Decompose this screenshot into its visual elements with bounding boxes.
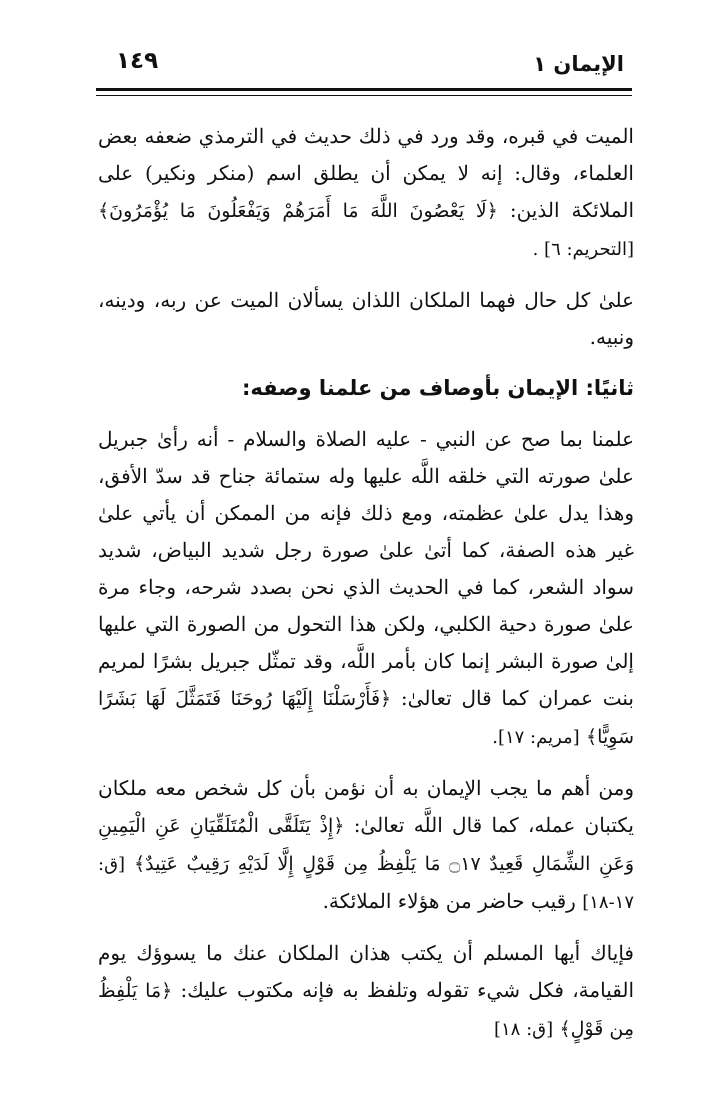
verse-reference: [التحريم: ٦] . [532,239,634,260]
paragraph [98,935,634,1048]
verse-reference: [ق: ١٧-١٨] [98,854,634,913]
quran-verse: ﴿لَا يَعْصُونَ اللَّهَ مَا أَمَرَهُمْ وَيَفْعَلُونَ مَا يُؤْمَرُونَ﴾ [98,200,498,222]
page-header [96,40,632,84]
verse-reference: [مريم: ١٧]. [492,727,580,748]
quran-verse: ﴿إِذْ يَتَلَقَّى الْمُتَلَقِّيَانِ عَنِ الْيَمِينِ وَعَنِ الشِّمَالِ قَعِيدٌ ۝١٧ مَا يَلْفِظُ مِن قَوْلٍ إِلَّا لَدَيْهِ رَقِيبٌ عَتِيدٌ﴾ [98,815,635,875]
paragraph-text: علىٰ كل حال فهما الملكان اللذان يسألان الميت عن ربه، ودينه، ونبيه. [98,288,634,349]
paragraph [98,118,634,268]
header-rule-thin [96,95,632,96]
paragraph-text: الميت في قبره، وقد ورد في ذلك حديث في الترمذي ضعفه بعض العلماء، وقال: إنه لا يمكن أن يطلق اسم (منكر ونكير) على الملائكة الذين: [98,124,634,222]
paragraph-text: رقيب حاضر من هؤلاء الملائكة. [322,889,576,913]
section-heading: ثانيًا: الإيمان بأوصاف من علمنا وصفه: [241,376,634,400]
verse-reference: [ق: ١٨] [493,1019,554,1040]
paragraph [98,282,634,356]
quran-verse: ﴿فَأَرْسَلْنَا إِلَيْهَا رُوحَنَا فَتَمَثَّلَ لَهَا بَشَرًا سَوِيًّا﴾ [98,688,634,748]
header-rule-thick [96,88,632,91]
paragraph-text: ومن أهم ما يجب الإيمان به أن نؤمن بأن كل شخص معه ملكان يكتبان عمله، كما قال اللَّه تعالىٰ: [98,776,634,837]
paragraph-text: فإياك أيها المسلم أن يكتب هذان الملكان عنك ما يسوؤك يوم القيامة، فكل شيء تقوله وتلفظ به فإنه مكتوب عليك: [98,941,634,1002]
paragraph-text: علمنا بما صح عن النبي - عليه الصلاة والسلام - أنه رأىٰ جبريل علىٰ صورته التي خلقه اللَّه عليها وله ستمائة جناح قد سدّ الأفق، وهذا يدل علىٰ عظمته، ومع ذلك فإنه من الممكن أن يأتي علىٰ غير هذه الصفة، كما أتىٰ علىٰ صورة رجل شديد البياض، شديد سواد الشعر، كما في الحديث الذي نحن بصدد شرحه، وجاء مرة علىٰ صورة دحية الكلبي، ولكن هذا التحول من الصورة التي عليها إلىٰ صورة البشر إنما كان بأمر اللَّه، وقد تمثّل جبريل بشرًا لمريم بنت عمران كما قال تعالىٰ: [98,427,634,710]
paragraph [98,421,634,756]
page-body [98,118,634,1062]
page-number: ١٤٩ [116,48,159,74]
quran-verse: ﴿مَا يَلْفِظُ مِن قَوْلٍ﴾ [98,980,634,1040]
paragraph [98,770,634,921]
chapter-title: الإيمان ١ [533,52,624,76]
